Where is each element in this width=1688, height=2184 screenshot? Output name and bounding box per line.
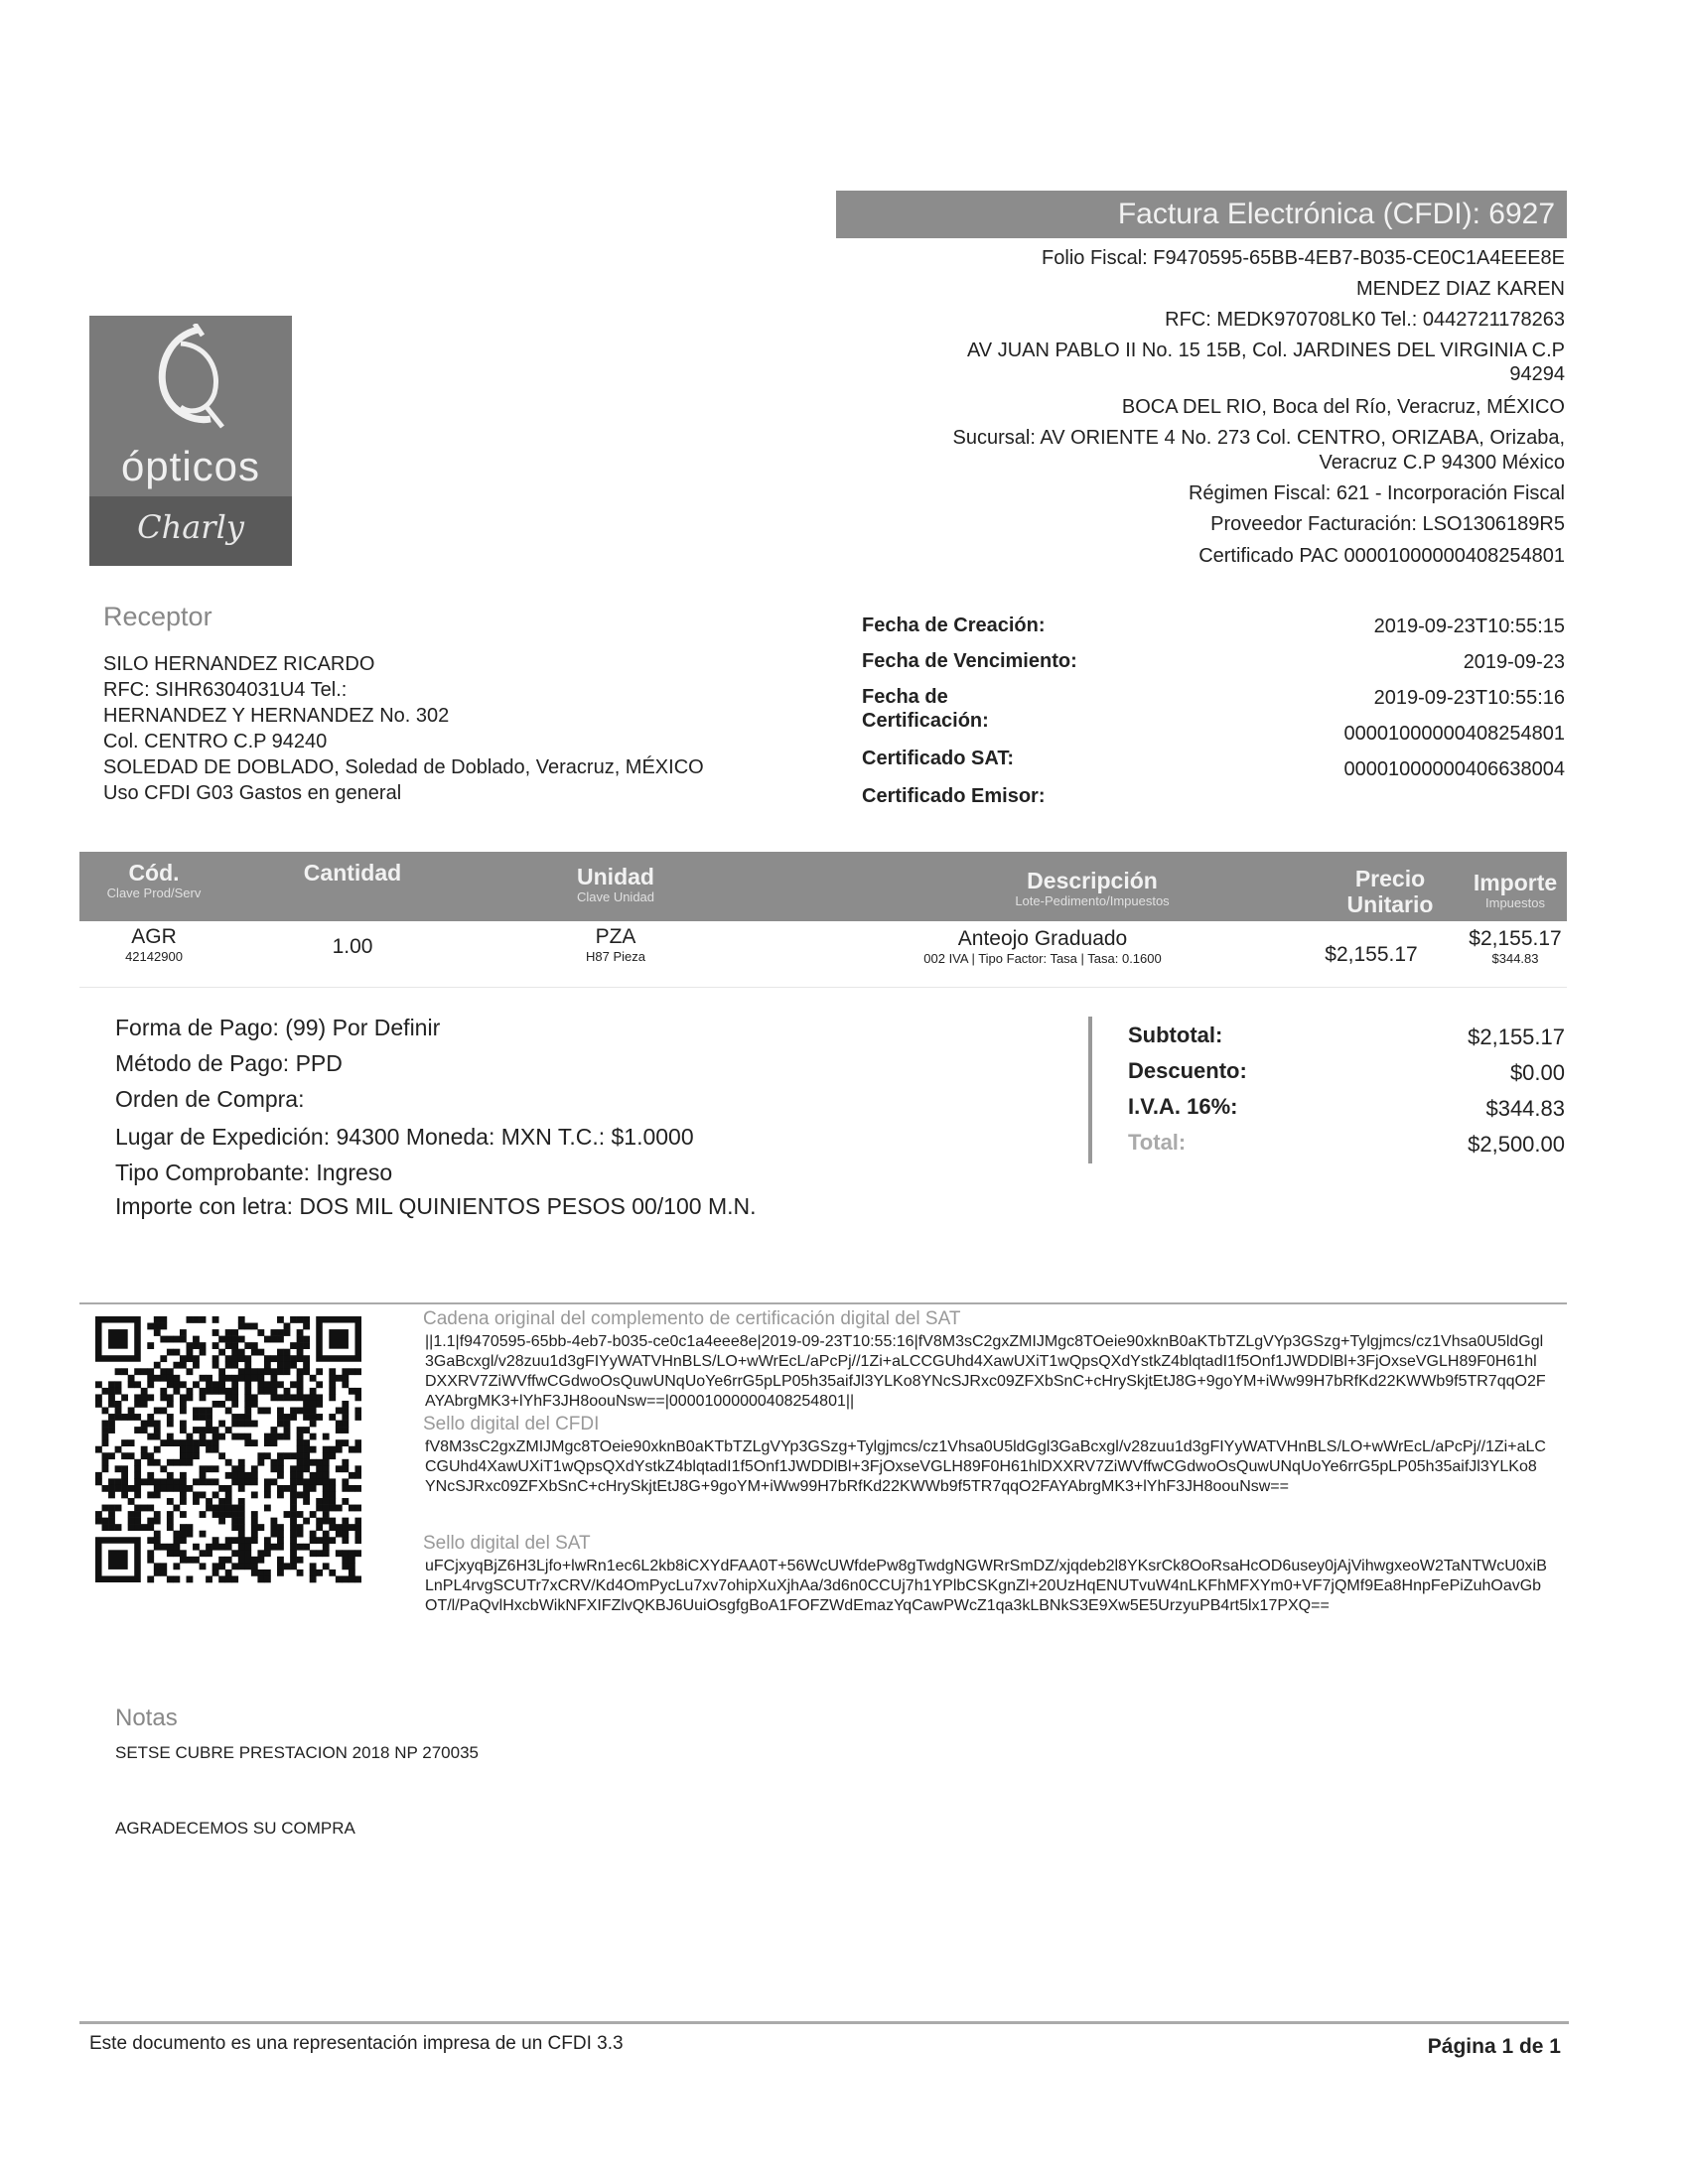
sello-cfdi-text: fV8M3sC2gxZMIJMgc8TOeie90xknB0aKTbTZLgVYp3GSzg+Tylgjmcs/cz1Vhsa0U5ldGgl3GaBcxgl/v28zuu1d3gFIYyWATVHnBLS/LO+wWrEcL/aPcPj//1Zi+aLCCGUhd4XawUXiT1wQpsQXdYstkZ4blqtadI1f5Onf1JWDDlBl+3FjOxseVGLH89F0H61hlDXXRV7ZiWVffwCGdwoOsQuwUNqUoYe6rrG5pLP05h35aifJl3YLKo8YNcSJRxc09ZFXbSnC+cHrySkjtEtJ8G+9goYM+iWw99H7bRfKd22KWWb9f5TR7qqO2FAYAbrgMK3+lYhF3JH8oouNsw== <box>425 1438 1546 1495</box>
items-table-header <box>79 852 1567 921</box>
receptor-colonia: Col. CENTRO C.P 94240 <box>103 731 328 752</box>
forma-pago: Forma de Pago: (99) Por Definir <box>115 1015 441 1040</box>
row-importe: $2,155.17 <box>1469 927 1562 950</box>
fecha-certificacion-label-1: Fecha de <box>862 686 948 708</box>
th-descripcion-sub: Lote-Pedimento/Impuestos <box>1015 893 1170 908</box>
row-importe-impuesto: $344.83 <box>1491 951 1539 966</box>
row-clave-unidad: H87 Pieza <box>586 949 645 964</box>
row-descripcion: Anteojo Graduado <box>957 927 1128 950</box>
iva-label: I.V.A. 16%: <box>1128 1094 1238 1119</box>
receptor-rfc: RFC: SIHR6304031U4 Tel.: <box>103 679 348 701</box>
note-line-2: AGRADECEMOS SU COMPRA <box>115 1819 355 1838</box>
receptor-name: SILO HERNANDEZ RICARDO <box>103 653 375 675</box>
fecha-creacion-value: 2019-09-23T10:55:15 <box>1373 615 1565 637</box>
logo-brand-text: ópticos <box>120 443 261 489</box>
row-descripcion-cell <box>765 927 1321 966</box>
totals-divider <box>1088 1017 1092 1163</box>
tipo-comprobante: Tipo Comprobante: Ingreso <box>115 1160 393 1185</box>
issuer-address: AV JUAN PABLO II No. 15 15B, Col. JARDINES DEL VIRGINIA C.P <box>966 340 1565 361</box>
footer-divider <box>79 2021 1569 2024</box>
th-precio-label-2: Unitario <box>1346 891 1434 917</box>
issuer-regimen: Régimen Fiscal: 621 - Incorporación Fiscal <box>1188 482 1565 504</box>
issuer-name: MENDEZ DIAZ KAREN <box>1355 278 1565 300</box>
footer-disclaimer: Este documento es una representación impresa de un CFDI 3.3 <box>89 2033 624 2054</box>
issuer-postal: 94294 <box>1509 363 1565 385</box>
th-cod-label: Cód. <box>128 860 180 886</box>
invoice-title: Factura Electrónica (CFDI): 6927 <box>1117 198 1555 230</box>
company-logo <box>89 316 292 566</box>
th-cod <box>79 860 228 901</box>
cadena-original-title: Cadena original del complemento de certificación digital del SAT <box>423 1308 961 1329</box>
th-precio-label-1: Precio <box>1354 866 1426 891</box>
issuer-city: BOCA DEL RIO, Boca del Río, Veracruz, MÉXICO <box>1121 396 1565 418</box>
row-unidad: PZA <box>595 925 636 948</box>
issuer-rfc: RFC: MEDK970708LK0 Tel.: 0442721178263 <box>1165 309 1565 331</box>
th-importe <box>1416 870 1615 911</box>
sello-cfdi-title: Sello digital del CFDI <box>423 1414 600 1434</box>
th-cantidad-label: Cantidad <box>303 860 402 886</box>
invoice-title-bar <box>836 191 1567 238</box>
row-clave-prod: 42142900 <box>125 949 183 964</box>
th-cod-sub: Clave Prod/Serv <box>106 886 202 900</box>
notes-title: Notas <box>115 1705 178 1731</box>
lugar-expedicion: Lugar de Expedición: 94300 Moneda: MXN T.C.: $1.0000 <box>115 1124 694 1150</box>
fecha-vencimiento-value: 2019-09-23 <box>1463 651 1565 673</box>
issuer-branch: Sucursal: AV ORIENTE 4 No. 273 Col. CENTRO, ORIZABA, Orizaba, <box>952 427 1565 449</box>
folio-fiscal: Folio Fiscal: F9470595-65BB-4EB7-B035-CE0C1A4EEE8E <box>1042 247 1565 269</box>
sello-sat-title: Sello digital del SAT <box>423 1533 591 1554</box>
issuer-provider: Proveedor Facturación: LSO1306189R5 <box>1210 513 1565 535</box>
cert-emisor-label: Certificado Emisor: <box>862 785 1046 807</box>
total-label: Total: <box>1128 1130 1187 1155</box>
row-cod-cell <box>79 925 228 964</box>
qr-code-icon <box>95 1316 361 1584</box>
th-importe-sub: Impuestos <box>1485 895 1545 910</box>
row-cantidad: 1.00 <box>332 935 373 958</box>
row-impuestos: 002 IVA | Tipo Factor: Tasa | Tasa: 0.1600 <box>923 951 1162 966</box>
issuer-pac: Certificado PAC 00001000000408254801 <box>1198 545 1565 567</box>
fecha-vencimiento-label: Fecha de Vencimiento: <box>862 650 1077 672</box>
cadena-original-text: ||1.1|f9470595-65bb-4eb7-b035-ce0c1a4eee8e|2019-09-23T10:55:16|fV8M3sC2gxZMIJMgc8TOeie90xknB0aKTbTZLgVYp3GSzg+Tylgjmcs/cz1Vhsa0U5ldGgl3GaBcxgl/v28zuu1d3gFIYyWATVHnBLS/LO+wWrEcL/aPcPj//1Zi+aLCCGUhd4XawUXiT1wQpsQXdYstkZ4blqtadI1f5Onf1JWDDlBl+3FjOxseVGLH89F0H61hlDXXRV7ZiWVffwCGdwoOsQuwUNqUoYe6rrG5pLP05h35aifJl3YLKo8YNcSJRxc09ZFXbSnC+cHrySkjtEtJ8G+9goYM+iWw99H7bRfKd22KWWb9f5TR7qqO2FAYAbrgMK3+lYhF3JH8oouNsw==|00001000000408254801|| <box>425 1333 1546 1410</box>
receptor-uso-cfdi: Uso CFDI G03 Gastos en general <box>103 782 402 804</box>
th-unidad-label: Unidad <box>577 864 654 889</box>
descuento-value: $0.00 <box>1509 1060 1565 1085</box>
receptor-city: SOLEDAD DE DOBLADO, Soledad de Doblado, Veracruz, MÉXICO <box>103 756 704 778</box>
subtotal-label: Subtotal: <box>1128 1023 1223 1047</box>
metodo-pago: Método de Pago: PPD <box>115 1050 343 1076</box>
iva-value: $344.83 <box>1485 1096 1565 1121</box>
issuer-branch-city: Veracruz C.P 94300 México <box>1319 452 1565 474</box>
descuento-label: Descuento: <box>1128 1058 1247 1083</box>
receptor-title: Receptor <box>103 602 212 631</box>
row-precio: $2,155.17 <box>1325 943 1418 966</box>
note-line-1: SETSE CUBRE PRESTACION 2018 NP 270035 <box>115 1743 479 1762</box>
th-cantidad <box>268 860 437 886</box>
orden-compra: Orden de Compra: <box>115 1086 305 1112</box>
fecha-creacion-label: Fecha de Creación: <box>862 614 1046 636</box>
cert-emisor-value: 00001000000406638004 <box>1343 758 1565 780</box>
th-importe-label: Importe <box>1473 870 1558 895</box>
cert-sat-label: Certificado SAT: <box>862 748 1014 769</box>
fecha-certificacion-value: 2019-09-23T10:55:16 <box>1373 687 1565 709</box>
logo-script-text: Charly <box>137 508 244 546</box>
table-row <box>79 923 1567 988</box>
sello-sat-text: uFCjxyqBjZ6H3Ljfo+lwRn1ec6L2kb8iCXYdFAA0T+56WcUWfdePw8gTwdgNGWRrSmDZ/xjqdeb2l8YKsrCk8OoRsaHcOD6usey0jAjVihwgxeoW2TaNTWcU0xiBLnPL4rvgSCUTr7xCRV/Kd4OmPycLu7xv7ohipXuXjhAa/3d6n0CCUj7h1YPlbCSKgnZl+20UzHqENUTvuW4nLKFhMFXYm0+VF7jQMf9Ea8HnpFePiZuhOavGbOT/l/PaQvlHxcbWikNFXIFZlvQKBJ6UuiOsgfgBoA1FOFZWdEmazYqCawPWcZ1qa3kLBNkS3E9Xw5E5UrzyuPB4rt5lx17PXQ== <box>425 1558 1547 1614</box>
page-number: Página 1 de 1 <box>1427 2035 1561 2058</box>
th-descripcion <box>834 868 1350 909</box>
th-unidad <box>496 864 735 905</box>
th-unidad-sub: Clave Unidad <box>576 889 655 904</box>
importe-letra: Importe con letra: DOS MIL QUINIENTOS PESOS 00/100 M.N. <box>115 1193 757 1219</box>
logo-mark-icon <box>151 324 230 433</box>
row-importe-cell <box>1416 927 1615 966</box>
total-value: $2,500.00 <box>1468 1132 1565 1157</box>
row-cod: AGR <box>131 925 177 948</box>
th-descripcion-label: Descripción <box>1027 868 1158 893</box>
section-divider <box>79 1302 1567 1304</box>
cert-sat-value: 00001000000408254801 <box>1343 723 1565 745</box>
fecha-certificacion-label-2: Certificación: <box>862 710 989 732</box>
receptor-address: HERNANDEZ Y HERNANDEZ No. 302 <box>103 705 450 727</box>
row-unidad-cell <box>496 925 735 964</box>
subtotal-value: $2,155.17 <box>1468 1024 1565 1049</box>
